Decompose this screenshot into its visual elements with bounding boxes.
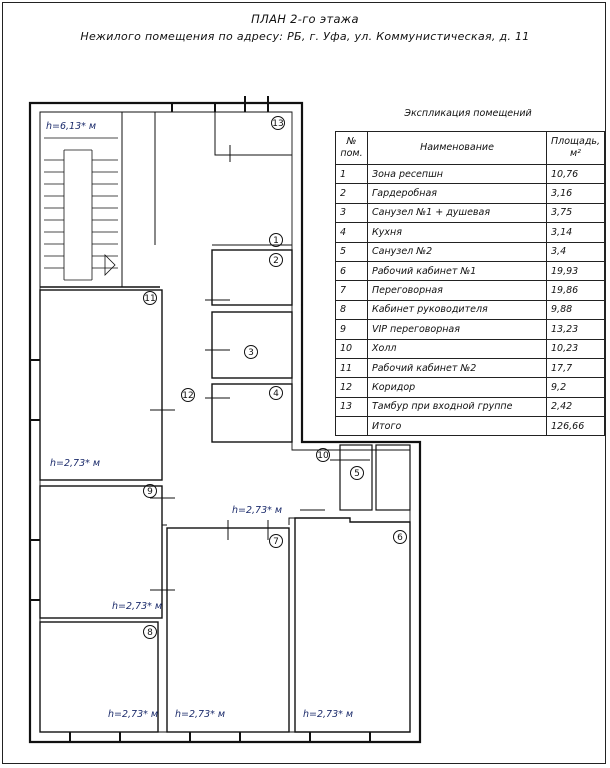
table-cell: 11 (336, 358, 368, 377)
table-cell: Тамбур при входной группе (368, 397, 547, 416)
table-cell: 9 (336, 320, 368, 339)
explication-table (335, 131, 605, 436)
table-cell: 1 (336, 165, 368, 184)
marker-8: 8 (147, 628, 153, 638)
table-cell: 5 (336, 242, 368, 261)
stair-arrow (105, 255, 115, 275)
marker-2: 2 (273, 256, 279, 266)
room-3 (212, 312, 292, 378)
table-row (336, 261, 605, 280)
height-room11: h=2,73* м (50, 458, 101, 469)
table-cell: Кухня (368, 223, 547, 242)
table-cell: 2,42 (547, 397, 605, 416)
table-cell (336, 417, 368, 436)
table-cell: 3,16 (547, 184, 605, 203)
height-hall: h=2,73* м (232, 505, 283, 516)
height-room7: h=2,73* м (175, 709, 226, 720)
table-cell: 10 (336, 339, 368, 358)
marker-6: 6 (397, 533, 403, 543)
table-cell: 10,76 (547, 165, 605, 184)
table-cell: 3,14 (547, 223, 605, 242)
table-row (336, 203, 605, 222)
height-stair: h=6,13* м (46, 121, 97, 132)
table-row (336, 378, 605, 397)
table-total-row (336, 417, 605, 436)
marker-9: 9 (147, 487, 153, 497)
marker-10: 10 (317, 451, 329, 461)
room-7 (167, 528, 289, 732)
table-cell: 3,75 (547, 203, 605, 222)
marker-5: 5 (354, 469, 360, 479)
table-cell: 12 (336, 378, 368, 397)
table-cell: 8 (336, 300, 368, 319)
room-6 (295, 518, 410, 732)
table-header (336, 132, 605, 165)
table-cell: Холл (368, 339, 547, 358)
height-room8: h=2,73* м (108, 709, 159, 720)
table-cell: Рабочий кабинет №2 (368, 358, 547, 377)
table-row (336, 184, 605, 203)
table-row (336, 242, 605, 261)
table-cell: 19,86 (547, 281, 605, 300)
marker-13: 13 (272, 119, 284, 129)
table-cell: Гардеробная (368, 184, 547, 203)
col-name: Наименование (368, 132, 547, 165)
table-cell: Санузел №1 + душевая (368, 203, 547, 222)
table-row (336, 397, 605, 416)
table-cell: Коридор (368, 378, 547, 397)
height-room9: h=2,73* м (112, 601, 163, 612)
table-cell: 4 (336, 223, 368, 242)
marker-4: 4 (273, 389, 279, 399)
col-area: Площадь, м² (547, 132, 605, 165)
table-cell: 13 (336, 397, 368, 416)
marker-1: 1 (273, 236, 279, 246)
table-cell: 6 (336, 261, 368, 280)
explication-title: Экспликация помещений (404, 108, 532, 119)
table-cell: Рабочий кабинет №1 (368, 261, 547, 280)
plan-title: ПЛАН 2-го этажа (251, 12, 359, 26)
table-cell: 19,93 (547, 261, 605, 280)
marker-11: 11 (144, 294, 156, 304)
table-cell: Зона ресепшн (368, 165, 547, 184)
table-cell: Итого (368, 417, 547, 436)
table-cell: 17,7 (547, 358, 605, 377)
room-5b (376, 445, 410, 510)
room-2 (212, 250, 292, 305)
windows (30, 96, 370, 742)
table-row (336, 358, 605, 377)
table-cell: 13,23 (547, 320, 605, 339)
table-cell: 9,2 (547, 378, 605, 397)
table-row (336, 281, 605, 300)
height-room6: h=2,73* м (303, 709, 354, 720)
table-cell: 7 (336, 281, 368, 300)
plan-subtitle: Нежилого помещения по адресу: РБ, г. Уфа, ул. Коммунистическая, д. 11 (80, 30, 530, 43)
table-row (336, 339, 605, 358)
table-cell: 3 (336, 203, 368, 222)
table-cell: Кабинет руководителя (368, 300, 547, 319)
table-cell: VIP переговорная (368, 320, 547, 339)
table-row (336, 320, 605, 339)
room-9 (40, 486, 162, 618)
table-row (336, 165, 605, 184)
stair-steps (44, 138, 118, 280)
col-num: № пом. (336, 132, 368, 165)
table-cell: 9,88 (547, 300, 605, 319)
marker-7: 7 (273, 537, 279, 547)
table-cell: Переговорная (368, 281, 547, 300)
marker-3: 3 (248, 348, 254, 358)
room-11 (40, 290, 162, 480)
table-cell: 10,23 (547, 339, 605, 358)
table-cell: 126,66 (547, 417, 605, 436)
room-4 (212, 384, 292, 442)
marker-12: 12 (182, 391, 194, 401)
table-row (336, 223, 605, 242)
table-cell: Санузел №2 (368, 242, 547, 261)
table-cell: 2 (336, 184, 368, 203)
table-row (336, 300, 605, 319)
table-cell: 3,4 (547, 242, 605, 261)
